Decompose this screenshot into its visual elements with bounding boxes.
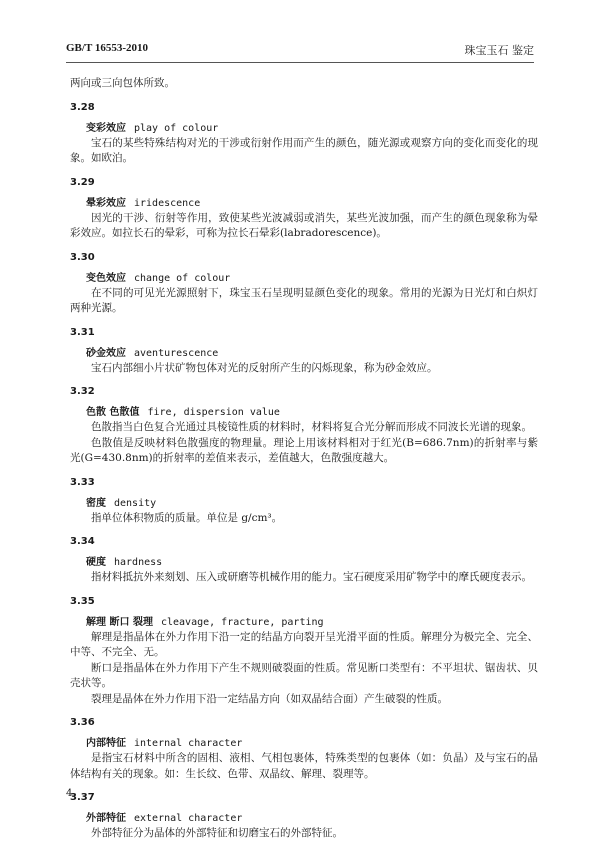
term-heading — [86, 194, 538, 209]
term-chinese: 解理 断口 裂理 — [86, 616, 153, 628]
term-chinese: 硬度 — [86, 557, 106, 568]
term-chinese: 晕彩效应 — [86, 197, 126, 209]
section-number: 3.32 — [70, 386, 95, 397]
section-3-29 — [70, 177, 538, 242]
definition-paragraph: 指材料抵抗外来刻划、压入或研磨等机械作用的能力。宝石硬度采用矿物学中的摩氏硬度表示。 — [91, 571, 532, 583]
term-heading — [86, 269, 538, 284]
term-english: cleavage, fracture, parting — [160, 616, 324, 628]
section-number: 3.31 — [70, 326, 95, 338]
term-english: iridescence — [134, 197, 201, 209]
term-english: fire, dispersion value — [147, 407, 280, 418]
section-3-31 — [70, 327, 538, 377]
term-chinese: 变彩效应 — [86, 122, 126, 134]
page-header — [66, 42, 534, 58]
term-heading — [86, 403, 538, 418]
term-heading — [86, 553, 538, 568]
term-english: play of colour — [134, 122, 219, 134]
sections-container — [70, 102, 538, 842]
term-heading — [86, 494, 538, 509]
term-chinese: 密度 — [86, 497, 106, 509]
section-3-28 — [70, 102, 538, 167]
definition-paragraph: 解理是指晶体在外力作用下沿一定的结晶方向裂开呈光滑平面的性质。解理分为极完全、完全、中等、不完全、无。 — [70, 630, 538, 658]
term-english: hardness — [114, 557, 163, 568]
term-chinese: 色散 色散值 — [86, 407, 140, 418]
term-english: external character — [134, 813, 243, 824]
definition-paragraph: 宝石的某些特殊结构对光的干涉或衍射作用而产生的颜色，随光源或观察方向的变化而变化的现象。如欧泊。 — [70, 136, 538, 164]
definition-paragraph: 是指宝石材料中所含的固相、液相、气相包裹体，特殊类型的包裹体（如：负晶）及与宝石的晶体结构有关的现象。如：生长纹、色带、双晶纹、解理、裂理等。 — [70, 752, 538, 780]
document-body — [70, 76, 538, 842]
section-number: 3.37 — [70, 792, 95, 803]
section-3-32 — [70, 386, 538, 467]
definition-paragraph: 断口是指晶体在外力作用下产生不规则破裂面的性质。常见断口类型有：不平坦状、锯齿状、贝壳状等。 — [70, 661, 538, 689]
standard-title: 珠宝玉石 鉴定 — [464, 44, 534, 57]
term-english: density — [114, 497, 157, 509]
term-heading — [86, 119, 538, 134]
term-english: internal character — [134, 738, 243, 749]
definition-paragraph: 宝石内部细小片状矿物包体对光的反射所产生的闪烁现象，称为砂金效应。 — [91, 361, 438, 374]
term-heading — [86, 809, 538, 824]
definition-paragraph: 色散指当白色复合光通过具棱镜性质的材料时，材料将复合光分解而形成不同波长光谱的现象。 — [91, 421, 532, 433]
section-number: 3.30 — [70, 251, 95, 263]
definition-paragraph: 裂理是晶体在外力作用下沿一定结晶方向（如双晶结合面）产生破裂的性质。 — [91, 692, 448, 705]
standard-number: GB/T 16553-2010 — [66, 42, 149, 54]
term-chinese: 内部特征 — [86, 738, 126, 749]
section-number: 3.33 — [70, 476, 95, 488]
section-3-33 — [70, 477, 538, 527]
header-rule — [66, 62, 534, 63]
term-chinese: 变色效应 — [86, 272, 126, 284]
section-3-30 — [70, 252, 538, 317]
page-number: 4 — [66, 788, 73, 799]
definition-paragraph: 色散值是反映材料色散强度的物理量。理论上用该材料相对于红光(B=686.7nm)的折射率与紫光(G=430.8nm)的折射率的差值来表示，差值越大，色散强度越大。 — [70, 436, 538, 464]
definition-paragraph: 外部特征分为晶体的外部特征和切磨宝石的外部特征。 — [91, 827, 343, 839]
term-heading — [86, 344, 538, 359]
section-number: 3.36 — [70, 717, 95, 728]
section-number: 3.34 — [70, 536, 95, 547]
section-3-34 — [70, 536, 538, 586]
term-english: change of colour — [134, 272, 231, 284]
definition-paragraph: 因光的干涉、衍射等作用，致使某些光波减弱或消失，某些光波加强，而产生的颜色现象称为晕彩效应。如拉长石的晕彩，可称为拉长石晕彩(labradorescence)。 — [70, 211, 538, 239]
section-number: 3.35 — [70, 595, 95, 607]
term-heading — [86, 613, 538, 628]
term-chinese: 砂金效应 — [86, 347, 126, 359]
definition-paragraph: 指单位体积物质的质量。单位是 g/cm³。 — [91, 511, 283, 524]
section-number: 3.29 — [70, 176, 95, 188]
section-3-36 — [70, 717, 538, 782]
intro-line: 两向或三向包体所致。 — [70, 77, 175, 89]
term-chinese: 外部特征 — [86, 813, 126, 824]
term-english: aventurescence — [134, 347, 219, 359]
term-heading — [86, 734, 538, 749]
section-3-37 — [70, 792, 538, 842]
section-number: 3.28 — [70, 101, 95, 113]
definition-paragraph: 在不同的可见光光源照射下，珠宝玉石呈现明显颜色变化的现象。常用的光源为日光灯和白炽灯两种光源。 — [70, 286, 538, 314]
section-3-35 — [70, 596, 538, 708]
